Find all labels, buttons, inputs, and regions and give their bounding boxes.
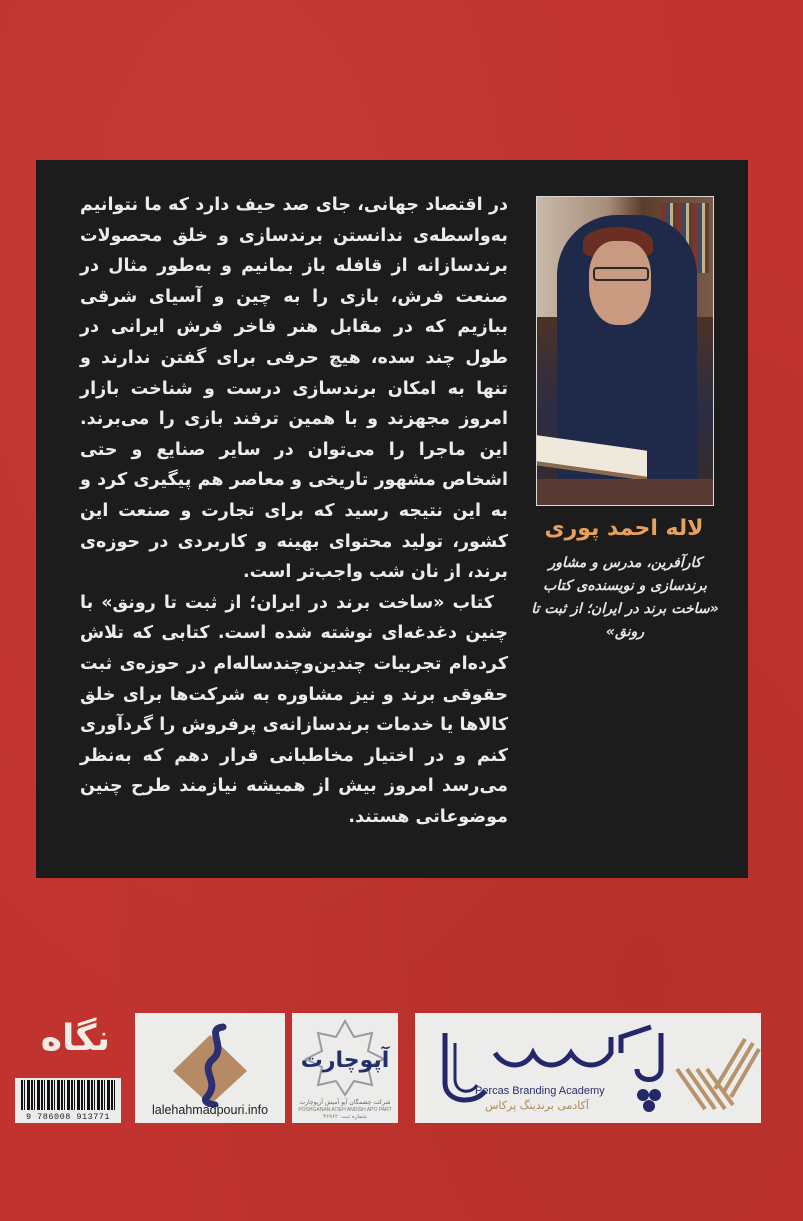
barcode-bars	[21, 1080, 115, 1110]
percas-academy-logo	[415, 1013, 761, 1123]
apo-english-caption: POSHGANAN ATIEH ANDISH APO PART	[298, 1107, 392, 1113]
author-bio: کارآفرین، مدرس و مشاور برندسازی و نویسنده‌ی کتاب «ساخت برند در ایران؛ از ثبت تا رونق»	[531, 555, 719, 640]
table	[537, 479, 713, 505]
blurb-text	[80, 190, 508, 832]
apo-registration: شماره ثبت: ۳۶۹۶۲	[323, 1114, 367, 1120]
barcode	[15, 1078, 121, 1123]
apo-part-logo	[292, 1013, 398, 1123]
blurb-paragraph-2: کتاب «ساخت برند در ایران؛ از ثبت تا رونق» با چنین دغدغه‌ای نوشته شده است. کتابی که تلاش کرده‌ام تجربیات چندین‌وچندساله‌ام در حوزه‌ی ثبت حقوقی برند و نیز مشاوره به شرکت‌ها برای خلق کالاها یا خدمات برندسازانه‌ی پرفروش را گردآوری کنم و در اختیار مخاطبانی قرار دهم که به‌نظر می‌رسد امروز بیش از همیشه نیازمند طرح چنین موضوعاتی هستند.	[80, 592, 508, 827]
star-frame-icon	[292, 1013, 398, 1097]
svg-text:آپوچارت: آپوچارت	[300, 1048, 390, 1073]
apo-persian-caption: شرکت چشمگان آپو آمیش آرپوچارت	[299, 1099, 391, 1106]
blurb-paragraph-1: در اقتصاد جهانی، جای صد حیف دارد که ما نتوانیم به‌واسطه‌ی ندانستن برندسازی و خلق محصولات برندسازانه از قافله باز بمانیم و به‌طور مثال در صنعت فرش، بازی را به چین و آسیای شرقی ببازیم که در مقابل هنر فاخر فرش ایرانی در طول چند سده، هیچ حرفی برای گفتن ندارند و تنها به امکان برندسازی درست و شناخت بازار امروز مجهزند و با همین ترفند بازی را می‌برند. این ماجرا را می‌توان در سایر صنایع و حتی اشخاص مشهور تاریخی و معاصر هم پیگیری کرد و به این نتیجه رسید که برای تجارت و صنعت این کشور، تولید محتوای بهینه و کاربردی در حوزه‌ی برند، از نان شب واجب‌تر است.	[80, 195, 508, 583]
author-site-logo	[135, 1013, 285, 1123]
percas-english-name: Percas Branding Academy	[475, 1085, 605, 1097]
isbn-number: 9 786008 913771	[25, 1112, 110, 1122]
glasses-icon	[593, 267, 649, 281]
author-face	[589, 241, 651, 325]
author-website-url: lalehahmadpouri.info	[151, 1103, 269, 1117]
author-name: لاله احمد پوری	[544, 516, 704, 541]
author-photo	[536, 196, 714, 506]
text-panel	[36, 160, 748, 878]
publisher-logo: نگاه	[40, 1018, 110, 1059]
diamond-swirl-icon	[135, 1017, 285, 1107]
percas-persian-name: آکادمی برندینگ پرکاس	[485, 1099, 589, 1112]
